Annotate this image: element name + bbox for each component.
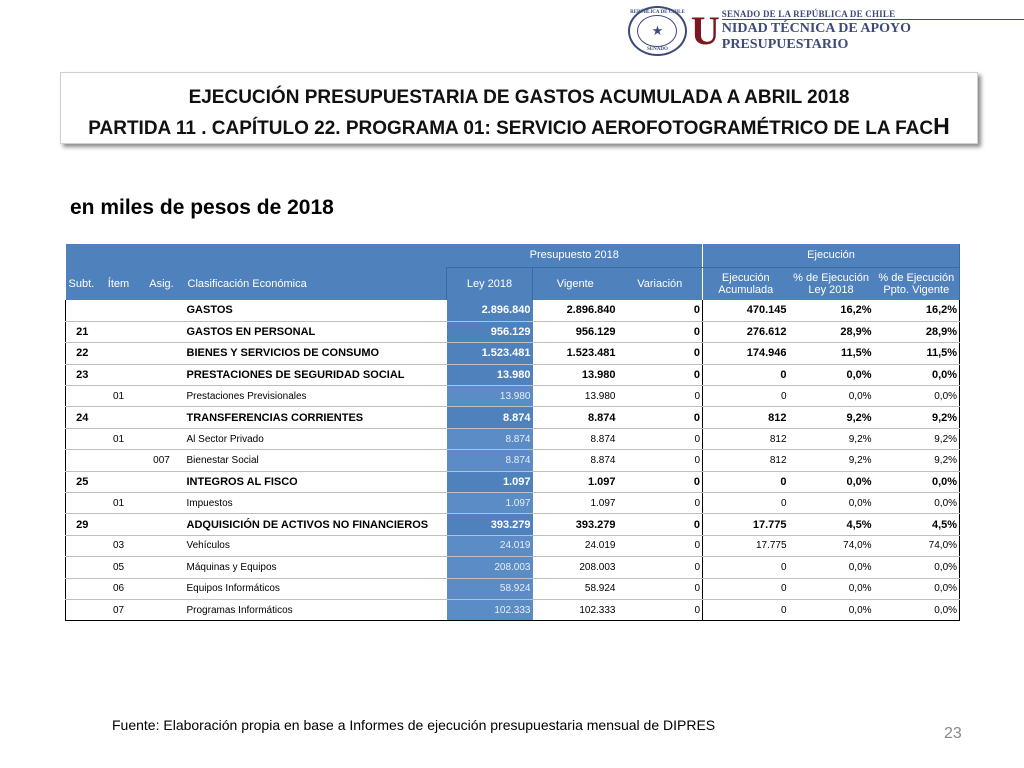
cell-asig: [139, 343, 185, 364]
cell-item: [99, 471, 139, 492]
cell-clasificacion: PRESTACIONES DE SEGURIDAD SOCIAL: [185, 364, 447, 385]
cell-subt: [66, 386, 99, 407]
cell-ley: 8.874: [447, 407, 533, 428]
cell-pct-vigente: 28,9%: [874, 321, 960, 342]
header-subt: Subt.: [66, 267, 99, 300]
cell-pct-ley: 28,9%: [789, 321, 874, 342]
table-row: [66, 578, 960, 599]
seal-top-text: REPÚBLICA DE CHILE: [630, 10, 685, 15]
logo-line2: NIDAD TÉCNICA DE APOYO PRESUPUESTARIO: [722, 19, 1024, 53]
header-pct-ley-2: Ley 2018: [808, 283, 854, 296]
cell-item: [99, 514, 139, 535]
cell-subt: [66, 578, 99, 599]
cell-asig: [139, 578, 185, 599]
group-header-ejecucion: Ejecución: [703, 244, 960, 267]
cell-ejecucion: 276.612: [703, 321, 789, 342]
cell-pct-ley: 74,0%: [789, 535, 874, 556]
header-asig: Asig.: [139, 267, 185, 300]
cell-ley: 13.980: [447, 386, 533, 407]
table-row: [66, 450, 960, 471]
header-pct-ley: [789, 267, 874, 300]
header-pct-vig-1: % de Ejecución: [878, 271, 955, 284]
cell-ejecucion: 17.775: [703, 535, 789, 556]
cell-ley: 208.003: [447, 557, 533, 578]
cell-vigente: 13.980: [533, 364, 618, 385]
cell-item: 01: [99, 428, 139, 449]
cell-pct-vigente: 0,0%: [874, 386, 960, 407]
title-line1: EJECUCIÓN PRESUPUESTARIA DE GASTOS ACUMULADA A ABRIL 2018: [188, 87, 850, 108]
cell-ejecucion: 174.946: [703, 343, 789, 364]
cell-subt: 24: [66, 407, 99, 428]
cell-item: [99, 450, 139, 471]
cell-ejecucion: 0: [703, 386, 789, 407]
cell-pct-vigente: 74,0%: [874, 535, 960, 556]
cell-pct-vigente: 9,2%: [874, 450, 960, 471]
cell-vigente: 956.129: [533, 321, 618, 342]
cell-clasificacion: Bienestar Social: [185, 450, 447, 471]
header-spacer: [66, 244, 447, 267]
table-row: [66, 514, 960, 535]
cell-variacion: 0: [618, 514, 703, 535]
cell-clasificacion: BIENES Y SERVICIOS DE CONSUMO: [185, 343, 447, 364]
cell-ley: 8.874: [447, 450, 533, 471]
cell-pct-vigente: 4,5%: [874, 514, 960, 535]
table-row: [66, 471, 960, 492]
cell-ley: 956.129: [447, 321, 533, 342]
cell-variacion: 0: [618, 578, 703, 599]
cell-clasificacion: Equipos Informáticos: [185, 578, 447, 599]
cell-ejecucion: 0: [703, 471, 789, 492]
table-row: [66, 428, 960, 449]
star-icon: ★: [637, 15, 677, 47]
cell-pct-ley: 11,5%: [789, 343, 874, 364]
cell-clasificacion: Programas Informáticos: [185, 599, 447, 620]
cell-ley: 24.019: [447, 535, 533, 556]
cell-ejecucion: 0: [703, 364, 789, 385]
senate-seal-icon: [628, 6, 687, 56]
cell-ley: 102.333: [447, 599, 533, 620]
cell-ejecucion: 0: [703, 599, 789, 620]
cell-variacion: 0: [618, 386, 703, 407]
cell-vigente: 1.097: [533, 493, 618, 514]
cell-variacion: 0: [618, 407, 703, 428]
cell-subt: [66, 450, 99, 471]
cell-vigente: 208.003: [533, 557, 618, 578]
cell-subt: [66, 557, 99, 578]
cell-pct-ley: 0,0%: [789, 599, 874, 620]
logo-text: [722, 9, 1024, 53]
cell-subt: 23: [66, 364, 99, 385]
cell-asig: [139, 407, 185, 428]
cell-asig: 007: [139, 450, 185, 471]
source-footnote: Fuente: Elaboración propia en base a Informes de ejecución presupuestaria mensual de DIPRES: [112, 717, 716, 733]
cell-subt: [66, 599, 99, 620]
table-row: [66, 407, 960, 428]
cell-pct-ley: 0,0%: [789, 471, 874, 492]
page-number: 23: [944, 725, 962, 742]
table-row: [66, 535, 960, 556]
cell-asig: [139, 493, 185, 514]
cell-variacion: 0: [618, 300, 703, 321]
title-line2-main: PARTIDA 11 . CAPÍTULO 22. PROGRAMA 01: SERVICIO AEROFOTOGRAMÉTRICO DE LA FAC: [88, 118, 934, 139]
cell-pct-ley: 0,0%: [789, 364, 874, 385]
cell-clasificacion: GASTOS EN PERSONAL: [185, 321, 447, 342]
cell-item: [99, 300, 139, 321]
cell-variacion: 0: [618, 450, 703, 471]
cell-clasificacion: Al Sector Privado: [185, 428, 447, 449]
header-pct-ley-1: % de Ejecución: [793, 271, 869, 284]
cell-vigente: 8.874: [533, 428, 618, 449]
cell-pct-vigente: 0,0%: [874, 493, 960, 514]
cell-ejecucion: 0: [703, 557, 789, 578]
cell-asig: [139, 321, 185, 342]
cell-asig: [139, 535, 185, 556]
cell-ejecucion: 812: [703, 428, 789, 449]
cell-asig: [139, 514, 185, 535]
cell-ejecucion: 812: [703, 450, 789, 471]
cell-subt: [66, 300, 99, 321]
cell-item: [99, 321, 139, 342]
cell-ley: 8.874: [447, 428, 533, 449]
cell-ejecucion: 470.145: [703, 300, 789, 321]
cell-item: 03: [99, 535, 139, 556]
cell-asig: [139, 300, 185, 321]
cell-pct-vigente: 0,0%: [874, 599, 960, 620]
table-row: [66, 557, 960, 578]
header-pct-vig-2: Ppto. Vigente: [883, 283, 950, 296]
cell-ley: 1.097: [447, 471, 533, 492]
cell-variacion: 0: [618, 535, 703, 556]
cell-variacion: 0: [618, 428, 703, 449]
cell-subt: 25: [66, 471, 99, 492]
cell-variacion: 0: [618, 599, 703, 620]
cell-pct-ley: 4,5%: [789, 514, 874, 535]
cell-pct-ley: 0,0%: [789, 557, 874, 578]
cell-item: 07: [99, 599, 139, 620]
cell-ejecucion: 17.775: [703, 514, 789, 535]
cell-asig: [139, 471, 185, 492]
cell-pct-ley: 9,2%: [789, 450, 874, 471]
cell-pct-vigente: 0,0%: [874, 364, 960, 385]
cell-asig: [139, 557, 185, 578]
cell-pct-vigente: 0,0%: [874, 557, 960, 578]
cell-asig: [139, 599, 185, 620]
table-row: [66, 364, 960, 385]
header-ley: Ley 2018: [447, 267, 533, 300]
cell-ejecucion: 0: [703, 493, 789, 514]
cell-item: [99, 343, 139, 364]
cell-vigente: 24.019: [533, 535, 618, 556]
title-box: [60, 72, 978, 144]
cell-subt: 29: [66, 514, 99, 535]
header-ejec-1: Ejecución: [721, 271, 770, 284]
cell-subt: [66, 535, 99, 556]
header-item: Ítem: [99, 267, 139, 300]
cell-pct-vigente: 0,0%: [874, 471, 960, 492]
cell-vigente: 1.097: [533, 471, 618, 492]
header-ejecucion-acumulada: [703, 267, 789, 300]
cell-clasificacion: TRANSFERENCIAS CORRIENTES: [185, 407, 447, 428]
cell-asig: [139, 428, 185, 449]
cell-pct-ley: 9,2%: [789, 407, 874, 428]
header-pct-vigente: [874, 267, 960, 300]
cell-clasificacion: ADQUISICIÓN DE ACTIVOS NO FINANCIEROS: [185, 514, 447, 535]
cell-subt: [66, 493, 99, 514]
cell-ejecucion: 812: [703, 407, 789, 428]
cell-vigente: 102.333: [533, 599, 618, 620]
cell-subt: [66, 428, 99, 449]
title-line2: [61, 112, 977, 143]
cell-pct-ley: 0,0%: [789, 386, 874, 407]
table-row: [66, 300, 960, 321]
header-variacion: Variación: [618, 267, 703, 300]
senate-logo: [628, 6, 1024, 56]
cell-pct-vigente: 9,2%: [874, 428, 960, 449]
cell-subt: 22: [66, 343, 99, 364]
cell-asig: [139, 386, 185, 407]
cell-item: 06: [99, 578, 139, 599]
table-row: [66, 599, 960, 620]
cell-item: 05: [99, 557, 139, 578]
cell-clasificacion: GASTOS: [185, 300, 447, 321]
seal-bottom-text: SENADO: [647, 47, 668, 52]
cell-pct-ley: 9,2%: [789, 428, 874, 449]
cell-asig: [139, 364, 185, 385]
logo-line1: SENADO DE LA REPÚBLICA DE CHILE: [721, 9, 896, 19]
cell-clasificacion: Prestaciones Previsionales: [185, 386, 447, 407]
cell-pct-vigente: 9,2%: [874, 407, 960, 428]
logo-big-letter: U: [690, 8, 720, 53]
cell-ley: 13.980: [447, 364, 533, 385]
cell-ley: 58.924: [447, 578, 533, 599]
cell-pct-vigente: 11,5%: [874, 343, 960, 364]
cell-vigente: 58.924: [533, 578, 618, 599]
cell-clasificacion: Impuestos: [185, 493, 447, 514]
cell-vigente: 8.874: [533, 407, 618, 428]
cell-variacion: 0: [618, 321, 703, 342]
budget-table: [65, 244, 960, 621]
cell-variacion: 0: [618, 471, 703, 492]
cell-item: [99, 407, 139, 428]
column-header-row: [66, 267, 960, 300]
cell-clasificacion: Máquinas y Equipos: [185, 557, 447, 578]
cell-vigente: 8.874: [533, 450, 618, 471]
cell-clasificacion: INTEGROS AL FISCO: [185, 471, 447, 492]
cell-vigente: 2.896.840: [533, 300, 618, 321]
cell-pct-vigente: 0,0%: [874, 578, 960, 599]
cell-pct-vigente: 16,2%: [874, 300, 960, 321]
group-header-presupuesto: Presupuesto 2018: [447, 244, 703, 267]
cell-ejecucion: 0: [703, 578, 789, 599]
cell-subt: 21: [66, 321, 99, 342]
cell-ley: 1.097: [447, 493, 533, 514]
cell-vigente: 13.980: [533, 386, 618, 407]
table-row: [66, 343, 960, 364]
cell-pct-ley: 0,0%: [789, 578, 874, 599]
cell-pct-ley: 16,2%: [789, 300, 874, 321]
cell-variacion: 0: [618, 493, 703, 514]
cell-item: 01: [99, 386, 139, 407]
cell-clasificacion: Vehículos: [185, 535, 447, 556]
cell-vigente: 393.279: [533, 514, 618, 535]
cell-vigente: 1.523.481: [533, 343, 618, 364]
table-row: [66, 321, 960, 342]
cell-variacion: 0: [618, 364, 703, 385]
cell-item: 01: [99, 493, 139, 514]
header-clasificacion: Clasificación Económica: [185, 267, 447, 300]
cell-ley: 393.279: [447, 514, 533, 535]
header-ejec-2: Acumulada: [718, 283, 774, 296]
subtitle: en miles de pesos de 2018: [70, 196, 334, 219]
table-row: [66, 386, 960, 407]
group-header-row: [66, 244, 960, 267]
cell-item: [99, 364, 139, 385]
table-row: [66, 493, 960, 514]
cell-ley: 2.896.840: [447, 300, 533, 321]
cell-variacion: 0: [618, 557, 703, 578]
cell-ley: 1.523.481: [447, 343, 533, 364]
header-vigente: Vigente: [533, 267, 618, 300]
cell-variacion: 0: [618, 343, 703, 364]
cell-pct-ley: 0,0%: [789, 493, 874, 514]
title-line2-last: H: [933, 113, 950, 139]
